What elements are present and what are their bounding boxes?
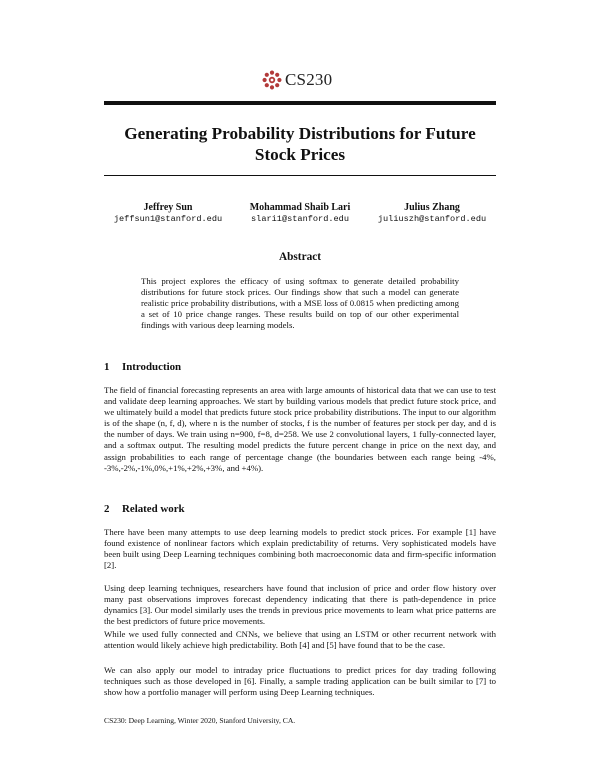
title-bottom-rule [104, 175, 496, 176]
author-name: Mohammad Shaib Lari [249, 202, 351, 213]
author-block [104, 202, 232, 225]
section-number: 1 [104, 361, 110, 373]
title-top-rule [104, 101, 496, 105]
abstract-heading: Abstract [278, 251, 322, 263]
body-paragraph: We can also apply our model to intraday price fluctuations to predict prices for day trading following techniques such as those developed in [6]. Finally, a sample trading application can be built similar to [7] to show how a portfolio manager will perform using Deep Learning techniques. [104, 665, 496, 698]
author-list [104, 202, 496, 226]
section-number: 2 [104, 503, 110, 515]
author-email: slari1@stanford.edu [251, 214, 349, 224]
author-email: jeffsun1@stanford.edu [113, 214, 223, 224]
author-block [232, 202, 368, 225]
body-paragraph: Using deep learning techniques, researchers have found that inclusion of price and order flow history over many past observations improves forecast dependency indicating that there is path-dependence in price dynamics [3]. Our model similarly uses the trends in previous price movements to learn what price patterns are the best predictors of future price movements. [104, 583, 496, 627]
course-logo [262, 68, 332, 92]
author-email: juliuszh@stanford.edu [377, 214, 487, 224]
author-block [368, 202, 496, 225]
section-heading-introduction [104, 361, 181, 373]
abstract-text: This project explores the efficacy of using softmax to generate detailed probability distributions for future stock prices. Our findings show that such a model can generate realistic price probability distributions, with a MSE loss of 0.0815 when predicting among a set of 10 price change ranges. These results build on top of our other experimental findings with various deep learning models. [141, 276, 459, 331]
body-paragraph: While we used fully connected and CNNs, we believe that using an LSTM or other recurrent network with attention would likely achieve high predictability. Both [4] and [5] have found that to be the case. [104, 629, 496, 651]
author-name: Jeffrey Sun [143, 202, 193, 213]
section-heading-related-work [104, 503, 185, 515]
tree-seal-icon [262, 70, 282, 90]
course-name: CS230 [285, 70, 333, 89]
author-name: Julius Zhang [404, 202, 460, 213]
page-footer: CS230: Deep Learning, Winter 2020, Stanford University, CA. [104, 716, 296, 725]
paper-title: Generating Probability Distributions for Future Stock Prices [124, 124, 476, 164]
body-paragraph: There have been many attempts to use deep learning models to predict stock prices. For example [1] have found existence of nonlinear factors which explain predictability of returns. Very sophisticated models have been built using Deep Learning techniques combining both macroeconomic data and firm-specific information [2]. [104, 527, 496, 571]
section-title: Related work [122, 503, 185, 515]
section-title: Introduction [122, 361, 182, 373]
body-paragraph: The field of financial forecasting represents an area with large amounts of historical data that we can use to test and validate deep learning approaches. We start by building various models that predict future stock price, and we ultimately build a model that predicts future stock price probability distributions. The input to our algorithm is of the shape (n, f, d), where n is the number of stocks, f is the number of features per stock per day, and d is the number of days. We train using n=900, f=8, d=258. We use 2 convolutional layers, 1 fully-connected layer, and a softmax output. The resulting model predicts the future percent change in price on the next day, and assign probabilities to each range of percentage change (the boundaries between each range being -4%, -3%,-2%,-1%,0%,+1%,+2%,+3%, and +4%). [104, 385, 496, 473]
